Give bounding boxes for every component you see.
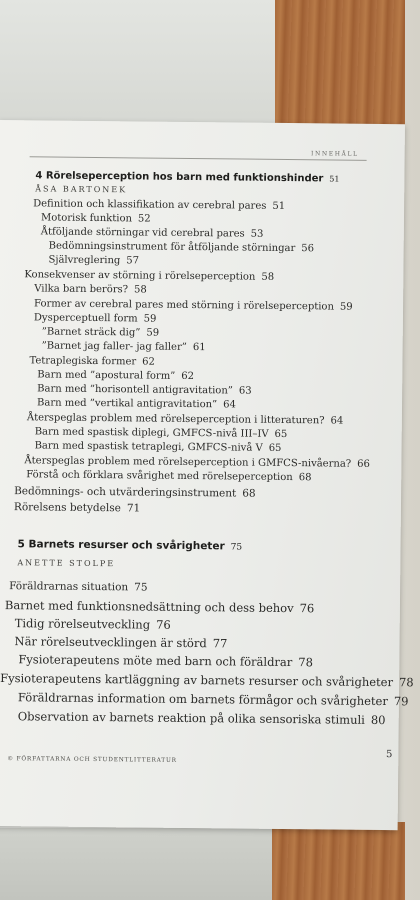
toc-entry-title: Barn med spastisk diplegi, GMFCS-nivå III–IV (34, 426, 269, 440)
toc-entry-page: 76 (299, 601, 315, 616)
toc-entry-page: 56 (301, 243, 315, 255)
toc-entry (9, 580, 148, 593)
page-number: 5 (385, 749, 393, 761)
toc-entry-title: Åtföljande störningar vid cerebral pares (40, 226, 245, 240)
toc-entry (33, 198, 285, 212)
toc-entry-page: 57 (126, 255, 140, 267)
toc-entry (26, 469, 311, 483)
toc-entry-title: Barnet med funktionsnedsättning och dess behov (4, 598, 294, 616)
toc-entry-page: 71 (126, 502, 141, 515)
toc-entry (37, 397, 236, 410)
toc-entry-title: Fysioterapeutens möte med barn och föräldrar (18, 652, 293, 670)
toc-entry-page: 62 (142, 356, 155, 368)
chapter-4-author: ÅSA BARTONEK (35, 184, 128, 195)
running-head: INNEHÅLL (311, 150, 359, 158)
toc-entry-page: 58 (133, 284, 147, 296)
toc-entry (35, 426, 288, 440)
toc-entry-page: 78 (298, 655, 314, 670)
toc-entry (35, 440, 282, 454)
toc-entry-page: 66 (357, 458, 370, 470)
toc-entry (24, 455, 370, 470)
toc-entry-page: 65 (268, 442, 282, 454)
toc-entry-page: 58 (261, 271, 275, 283)
toc-entry-page: 59 (143, 313, 157, 325)
wooden-surface-bottom (272, 822, 405, 900)
toc-entry-page: 78 (398, 675, 414, 690)
toc-entry-page: 64 (330, 415, 344, 427)
toc-entry-title: Motorisk funktion (40, 212, 132, 225)
toc-entry (27, 412, 344, 426)
toc-entry-page: 68 (242, 487, 256, 500)
chapter-5-author: ANETTE STOLPE (17, 558, 116, 569)
toc-entry-title: Bedömnings- och utvärderingsinstrument (14, 485, 237, 500)
toc-entry-page: 59 (146, 327, 160, 339)
toc-entry-title: Återspeglas problem med rörelseperception i GMFCS-nivåerna? (24, 455, 352, 470)
toc-entry-title: Bedömningsinstrument för åtföljande störningar (48, 240, 296, 255)
toc-entry-page: 59 (339, 301, 353, 313)
toc-entry-title: Definition och klassifikation av cerebral pares (33, 198, 267, 212)
toc-entry-page: 51 (272, 200, 286, 212)
toc-entry (5, 598, 314, 615)
toc-entry (41, 226, 264, 239)
toc-entry-title: ”Barnet jag faller- jag faller” (41, 340, 187, 353)
toc-entry-title: Tidig rörelseutveckling (14, 616, 151, 632)
toc-entry-page: 52 (137, 213, 151, 225)
toc-entry-title: Fysioterapeutens kartläggning av barnets resurser och svårigheter (0, 671, 394, 690)
toc-entry-title: Föräldrarnas information om barnets förmågor och svårigheter (17, 690, 388, 709)
toc-entry (29, 355, 155, 367)
toc-entry-page: 80 (370, 712, 386, 728)
toc-entry-title: Självreglering (48, 254, 121, 267)
toc-entry (18, 690, 409, 708)
toc-entry-page: 63 (238, 385, 252, 397)
toc-entry-title: Barn med ”apostural form” (37, 369, 176, 382)
book-page (0, 120, 414, 830)
toc-entry (41, 212, 151, 224)
toc-entry (24, 269, 274, 283)
toc-entry-page: 77 (212, 636, 228, 651)
toc-entry (37, 369, 194, 382)
toc-entry (34, 312, 157, 324)
toc-entry-title: Föräldrarnas situation (9, 580, 129, 594)
toc-entry-title: Dysperceptuell form (33, 312, 138, 325)
toc-entry (34, 298, 353, 312)
toc-entry (42, 326, 159, 338)
toc-entry-title: Rörelsens betydelse (13, 501, 121, 515)
toc-entry-title: Tetraplegiska former (29, 355, 137, 368)
toc-entry-page: 62 (181, 370, 195, 383)
toc-entry-title: Förstå och förklara svårighet med rörelseperception (26, 469, 293, 484)
wooden-surface (275, 0, 405, 125)
toc-entry (18, 652, 313, 669)
toc-entry-page: 65 (274, 428, 288, 441)
chapter-5-title: 5 Barnets resurser och svårigheter 75 (17, 538, 243, 553)
toc-entry (49, 241, 314, 255)
toc-entry-page: 76 (156, 617, 171, 632)
toc-entry-title: När rörelseutvecklingen är störd (14, 634, 207, 651)
toc-entry-title: Barn med spastisk tetraplegi, GMFCS-nivå V (34, 440, 263, 454)
toc-entry-page: 61 (192, 342, 206, 354)
toc-entry-title: Barn med ”vertikal antigravitation” (36, 397, 218, 411)
toc-entry (15, 616, 171, 632)
toc-entry-title: Observation av barnets reaktion på olika sensoriska stimuli (17, 709, 365, 727)
toc-entry (14, 501, 140, 514)
chapter-4-title: 4 Rörelseperception hos barn med funktionshinder 51 (35, 170, 340, 185)
copyright-footer: © FÖRFATTARNA OCH STUDENTLITTERATUR (7, 756, 177, 764)
toc-entry-title: Vilka barn berörs? (34, 283, 129, 296)
toc-entry-page: 68 (298, 472, 312, 484)
underlying-page (0, 0, 275, 125)
toc-entry (42, 340, 206, 353)
toc-entry (37, 383, 252, 396)
toc-entry-page: 75 (134, 581, 148, 594)
toc-entry-title: Återspeglas problem med rörelseperception i litteraturen? (26, 412, 325, 427)
toc-entry-title: Former av cerebral pares med störning i rörelseperception (34, 298, 334, 313)
toc-entry (34, 283, 147, 295)
toc-entry-page: 53 (250, 228, 264, 240)
toc-entry-title: Barn med ”horisontell antigravitation” (37, 383, 233, 397)
toc-entry-page: 64 (223, 399, 236, 411)
toc-entry (48, 255, 139, 267)
toc-entry-title: ”Barnet sträck dig” (41, 326, 141, 339)
toc-entry (14, 634, 227, 650)
toc-entry (18, 709, 386, 727)
toc-entry-page: 79 (393, 694, 409, 709)
toc-entry (14, 485, 256, 500)
underlying-page-bottom (0, 828, 272, 900)
toc-entry (0, 671, 414, 689)
toc-entry-title: Konsekvenser av störning i rörelseperception (24, 269, 256, 283)
